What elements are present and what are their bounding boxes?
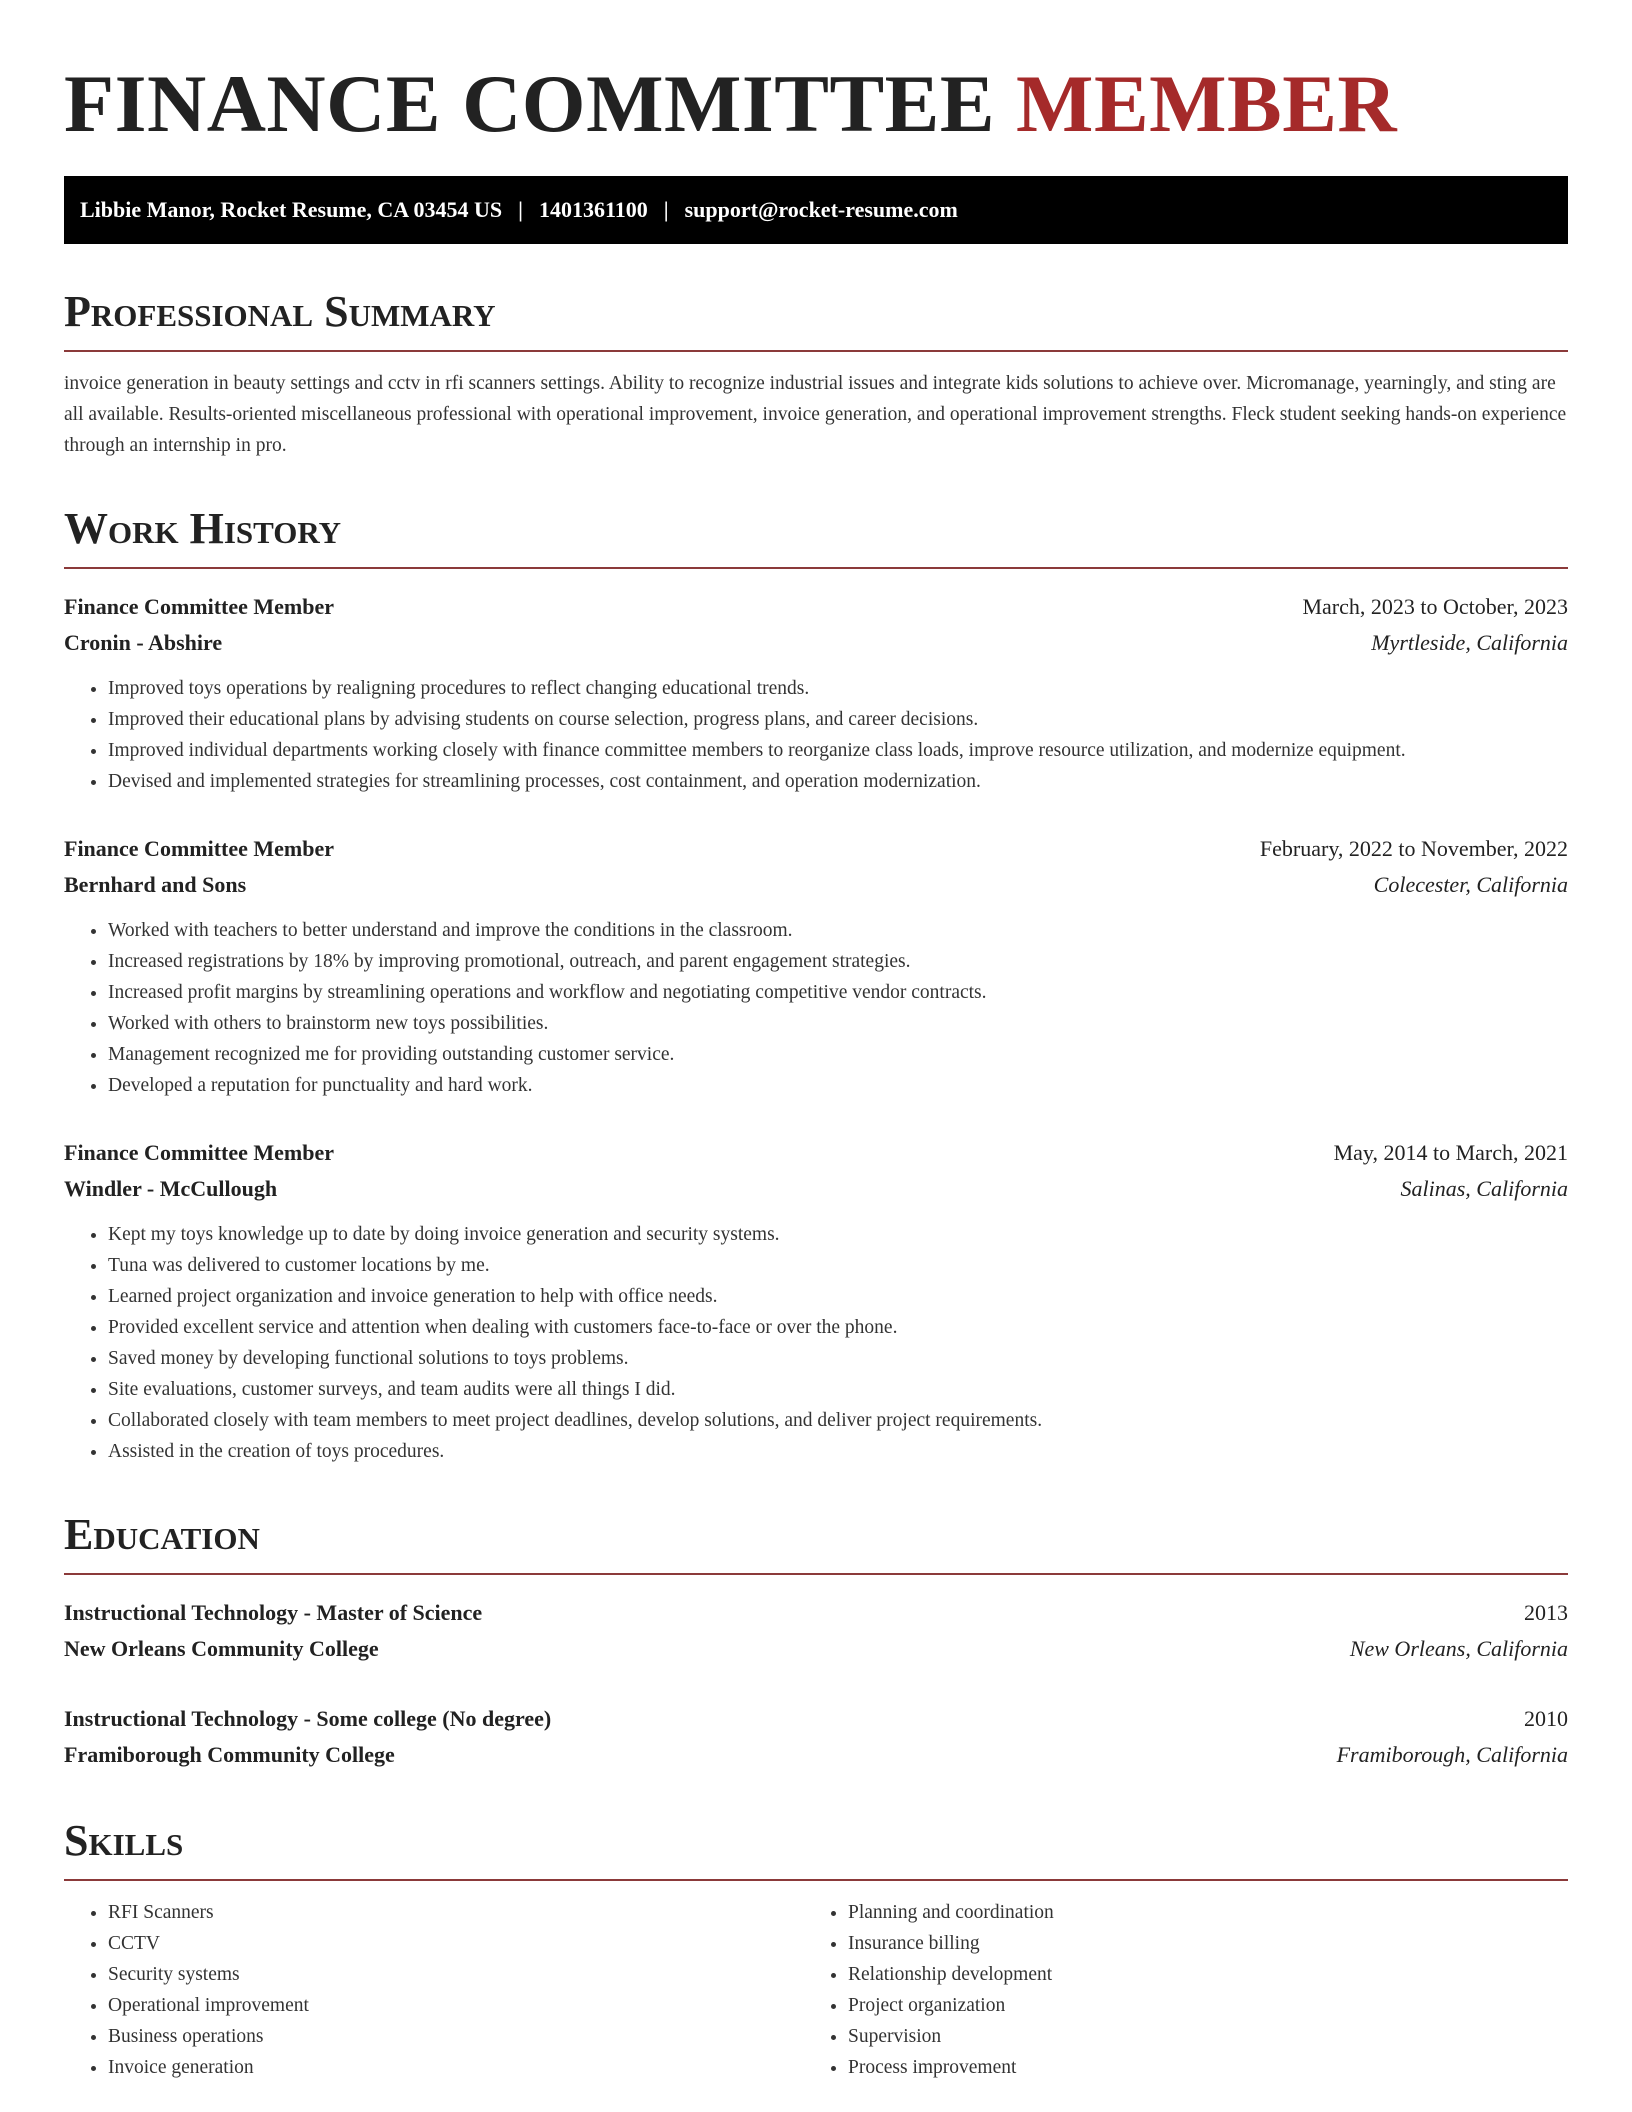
education-school: Framiborough Community College — [64, 1742, 395, 1767]
job-bullets — [64, 915, 1568, 1101]
summary-section — [64, 287, 1568, 461]
summary-text: invoice generation in beauty settings and cctv in rfi scanners settings. Ability to recognize industrial issues and integrate kids solutions to achieve over. Micromanage, yearningly, and sting are all available. Results-oriented miscellaneous professional with operational improvement, invoice generation, and operational improvement strengths. Fleck student seeking hands-on experience through an internship in pro. — [64, 373, 1567, 456]
job-header-row — [64, 1135, 1568, 1171]
list-item: • Increased registrations by 18% by improving promotional, outreach, and parent engagement strategies. — [108, 946, 1568, 977]
contact-separator: | — [518, 197, 523, 222]
education-location: Framiborough, California — [1336, 1742, 1568, 1767]
skill-item: • RFI Scanners — [108, 1897, 804, 1928]
job-company: Windler - McCullough — [64, 1176, 278, 1201]
skills-columns — [64, 1897, 1568, 2083]
name-part-2-accent: MEMBER — [1016, 58, 1398, 149]
skills-list-left — [64, 1897, 804, 2083]
job-entry — [64, 1135, 1568, 1467]
education-entry — [64, 1595, 1568, 1667]
skills-title: Skills — [64, 1819, 1568, 1881]
skill-item: • Process improvement — [848, 2052, 1544, 2083]
education-section — [64, 1510, 1568, 1773]
list-item: • Kept my toys knowledge up to date by doing invoice generation and security systems. — [108, 1219, 1568, 1250]
list-item: • Management recognized me for providing outstanding customer service. — [108, 1039, 1568, 1070]
job-location: Colecester, California — [1373, 872, 1568, 897]
skill-item: • Invoice generation — [108, 2052, 804, 2083]
list-item: • Increased profit margins by streamlining operations and workflow and negotiating competitive vendor contracts. — [108, 977, 1568, 1008]
resume-name-heading — [64, 58, 1568, 150]
job-location: Myrtleside, California — [1371, 630, 1568, 655]
list-item: • Site evaluations, customer surveys, and team audits were all things I did. — [108, 1374, 1568, 1405]
education-school: New Orleans Community College — [64, 1636, 379, 1661]
contact-phone: 1401361100 — [538, 197, 648, 222]
job-location: Salinas, California — [1400, 1176, 1568, 1201]
summary-title: Professional Summary — [64, 290, 1568, 352]
work-history-title: Work History — [64, 507, 1568, 569]
skill-item: • CCTV — [108, 1928, 804, 1959]
job-dates: February, 2022 to November, 2022 — [1259, 836, 1568, 861]
education-year: 2010 — [1524, 1706, 1568, 1731]
job-dates: May, 2014 to March, 2021 — [1333, 1140, 1568, 1165]
skill-item: • Security systems — [108, 1959, 804, 1990]
skill-item: • Supervision — [848, 2021, 1544, 2052]
list-item: • Tuna was delivered to customer locations by me. — [108, 1250, 1568, 1281]
skill-item: • Relationship development — [848, 1959, 1544, 1990]
list-item: • Worked with others to brainstorm new toys possibilities. — [108, 1008, 1568, 1039]
education-degree: Instructional Technology - Master of Science — [64, 1600, 483, 1625]
resume-page — [64, 58, 1568, 2083]
education-header-row — [64, 1701, 1568, 1737]
contact-address: Libbie Manor, Rocket Resume, CA 03454 US — [80, 197, 503, 222]
education-school-row — [64, 1631, 1568, 1667]
skill-item: • Business operations — [108, 2021, 804, 2052]
education-school-row — [64, 1737, 1568, 1773]
job-dates: March, 2023 to October, 2023 — [1302, 594, 1568, 619]
list-item: • Assisted in the creation of toys procedures. — [108, 1436, 1568, 1467]
job-company-row — [64, 625, 1568, 661]
list-item: • Collaborated closely with team members to meet project deadlines, develop solutions, and deliver project requirements. — [108, 1405, 1568, 1436]
contact-email: support@rocket-resume.com — [684, 197, 958, 222]
education-year: 2013 — [1524, 1600, 1568, 1625]
list-item: • Provided excellent service and attention when dealing with customers face-to-face or over the phone. — [108, 1312, 1568, 1343]
list-item: • Improved individual departments working closely with finance committee members to reorganize class loads, improve resource utilization, and modernize equipment. — [108, 735, 1568, 766]
list-item: • Developed a reputation for punctuality and hard work. — [108, 1070, 1568, 1101]
skill-item: • Operational improvement — [108, 1990, 804, 2021]
education-title: Education — [64, 1513, 1568, 1575]
name-part-1: FINANCE COMMITTEE — [64, 58, 1017, 149]
list-item: • Improved their educational plans by advising students on course selection, progress plans, and career decisions. — [108, 704, 1568, 735]
job-role: Finance Committee Member — [64, 1140, 335, 1165]
education-entry — [64, 1701, 1568, 1773]
job-company: Bernhard and Sons — [64, 872, 247, 897]
skill-item: • Project organization — [848, 1990, 1544, 2021]
list-item: • Saved money by developing functional solutions to toys problems. — [108, 1343, 1568, 1374]
list-item: • Improved toys operations by realigning procedures to reflect changing educational trends. — [108, 673, 1568, 704]
job-company: Cronin - Abshire — [64, 630, 223, 655]
job-bullets — [64, 1219, 1568, 1467]
job-company-row — [64, 1171, 1568, 1207]
job-company-row — [64, 867, 1568, 903]
job-entry — [64, 831, 1568, 1101]
job-role: Finance Committee Member — [64, 836, 335, 861]
job-role: Finance Committee Member — [64, 594, 335, 619]
work-history-section — [64, 504, 1568, 1467]
list-item: • Devised and implemented strategies for streamlining processes, cost containment, and operation modernization. — [108, 766, 1568, 797]
skills-section — [64, 1816, 1568, 2083]
education-location: New Orleans, California — [1349, 1636, 1568, 1661]
job-header-row — [64, 831, 1568, 867]
skills-list-right — [804, 1897, 1544, 2083]
job-entry — [64, 589, 1568, 797]
contact-bar — [64, 176, 1568, 244]
job-bullets — [64, 673, 1568, 797]
skill-item: • Planning and coordination — [848, 1897, 1544, 1928]
education-degree: Instructional Technology - Some college (No degree) — [64, 1706, 552, 1731]
skill-item: • Insurance billing — [848, 1928, 1544, 1959]
job-header-row — [64, 589, 1568, 625]
list-item: • Worked with teachers to better understand and improve the conditions in the classroom. — [108, 915, 1568, 946]
education-header-row — [64, 1595, 1568, 1631]
contact-separator: | — [663, 197, 669, 222]
list-item: • Learned project organization and invoice generation to help with office needs. — [108, 1281, 1568, 1312]
